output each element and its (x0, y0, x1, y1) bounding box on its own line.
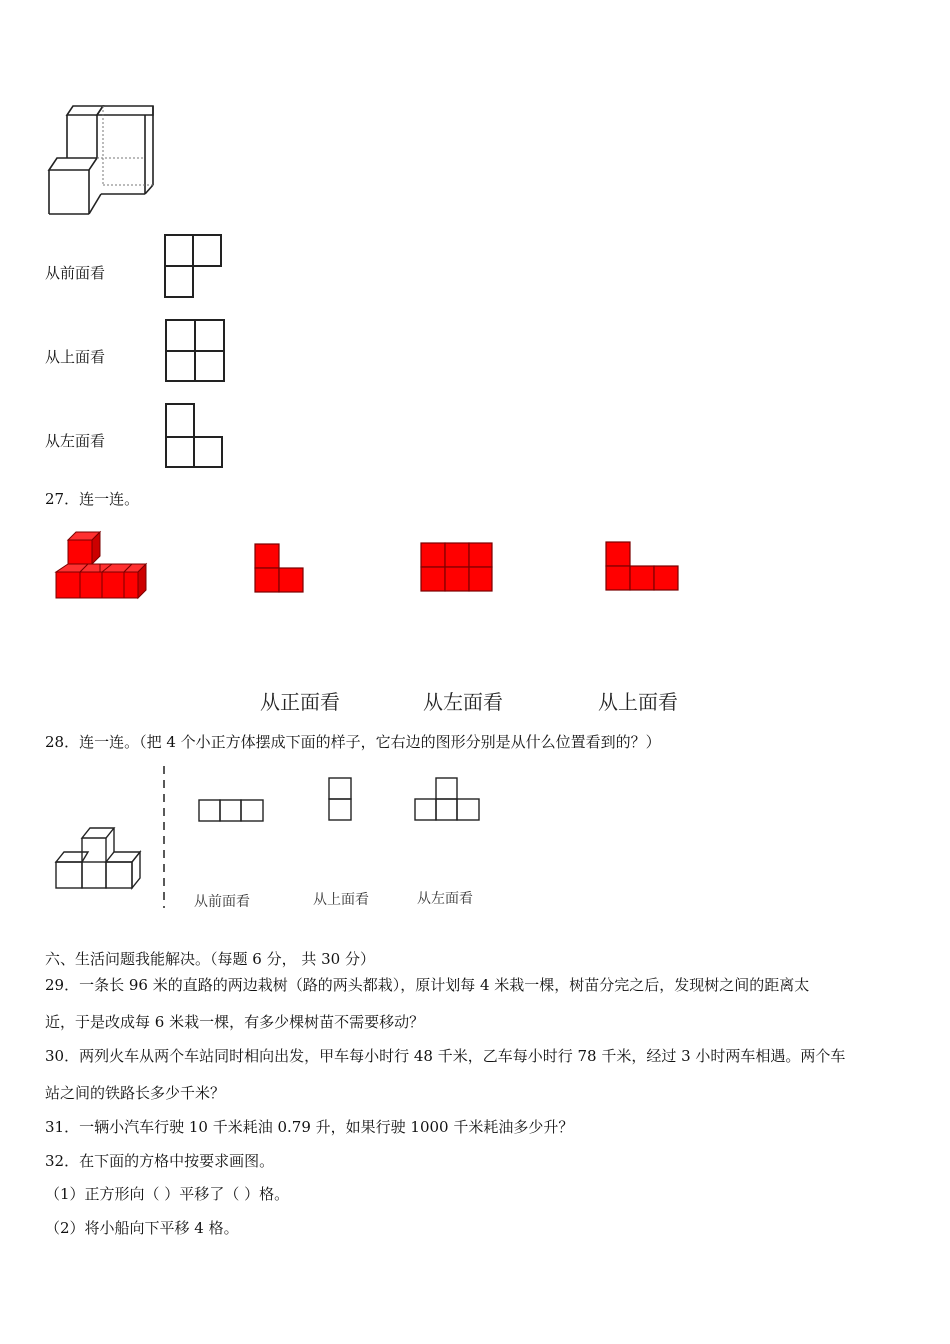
q27-caption-front: 从正面看 (260, 690, 340, 714)
q28-caption-top: 从上面看 (313, 892, 369, 908)
q27-caption-left: 从左面看 (423, 690, 503, 714)
q28-view-a (198, 799, 266, 823)
view-label-top: 从上面看 (45, 348, 106, 366)
q28-view-c (413, 777, 483, 823)
problem-29-line-1: 29．一条长 96 米的直路的两边栽树（路的两头都栽），原计划每 4 米栽一棵，树苗分完之后，发现树之间的距离太 (45, 976, 810, 994)
section-six-heading: 六、生活问题我能解决。（每题 6 分， 共 30 分） (45, 950, 375, 968)
q28-caption-left: 从左面看 (417, 891, 473, 907)
view-label-left: 从左面看 (45, 432, 106, 450)
problem-32-part-2: （2）将小船向下平移 4 格。 (45, 1219, 239, 1237)
problem-30-line-2: 站之间的铁路长多少千米？ (45, 1084, 226, 1102)
q26-isometric-figure (45, 100, 165, 220)
front-view-grid (164, 234, 226, 300)
q28-dashed-divider (162, 766, 166, 910)
q28-cube-figure (54, 822, 154, 897)
q27-view-a (254, 543, 306, 595)
q27-view-b (420, 542, 494, 594)
problem-29-line-2: 近，于是改成每 6 米栽一棵，有多少棵树苗不需要移动？ (45, 1013, 425, 1031)
problem-32-part-1: （1）正方形向（ ）平移了（ ）格。 (45, 1185, 290, 1203)
problem-31: 31．一辆小汽车行驶 10 千米耗油 0.79 升，如果行驶 1000 千米耗油多少升？ (45, 1118, 574, 1136)
q27-title: 27．连一连。 (45, 490, 140, 508)
top-view-grid (164, 318, 228, 384)
q28-caption-front: 从前面看 (194, 894, 250, 910)
q28-title: 28．连一连。（把 4 个小正方体摆成下面的样子，它右边的图形分别是从什么位置看到的？） (45, 733, 661, 751)
q27-view-c (605, 541, 681, 593)
problem-30-line-1: 30．两列火车从两个车站同时相向出发，甲车每小时行 48 千米，乙车每小时行 78 千米，经过 3 小时两车相遇。两个车 (45, 1047, 846, 1065)
q28-view-b (328, 777, 354, 823)
problem-32: 32．在下面的方格中按要求画图。 (45, 1152, 275, 1170)
left-view-grid (164, 402, 226, 468)
q27-caption-top: 从上面看 (598, 690, 678, 714)
q27-red-solid (54, 528, 154, 603)
view-label-front: 从前面看 (45, 264, 106, 282)
